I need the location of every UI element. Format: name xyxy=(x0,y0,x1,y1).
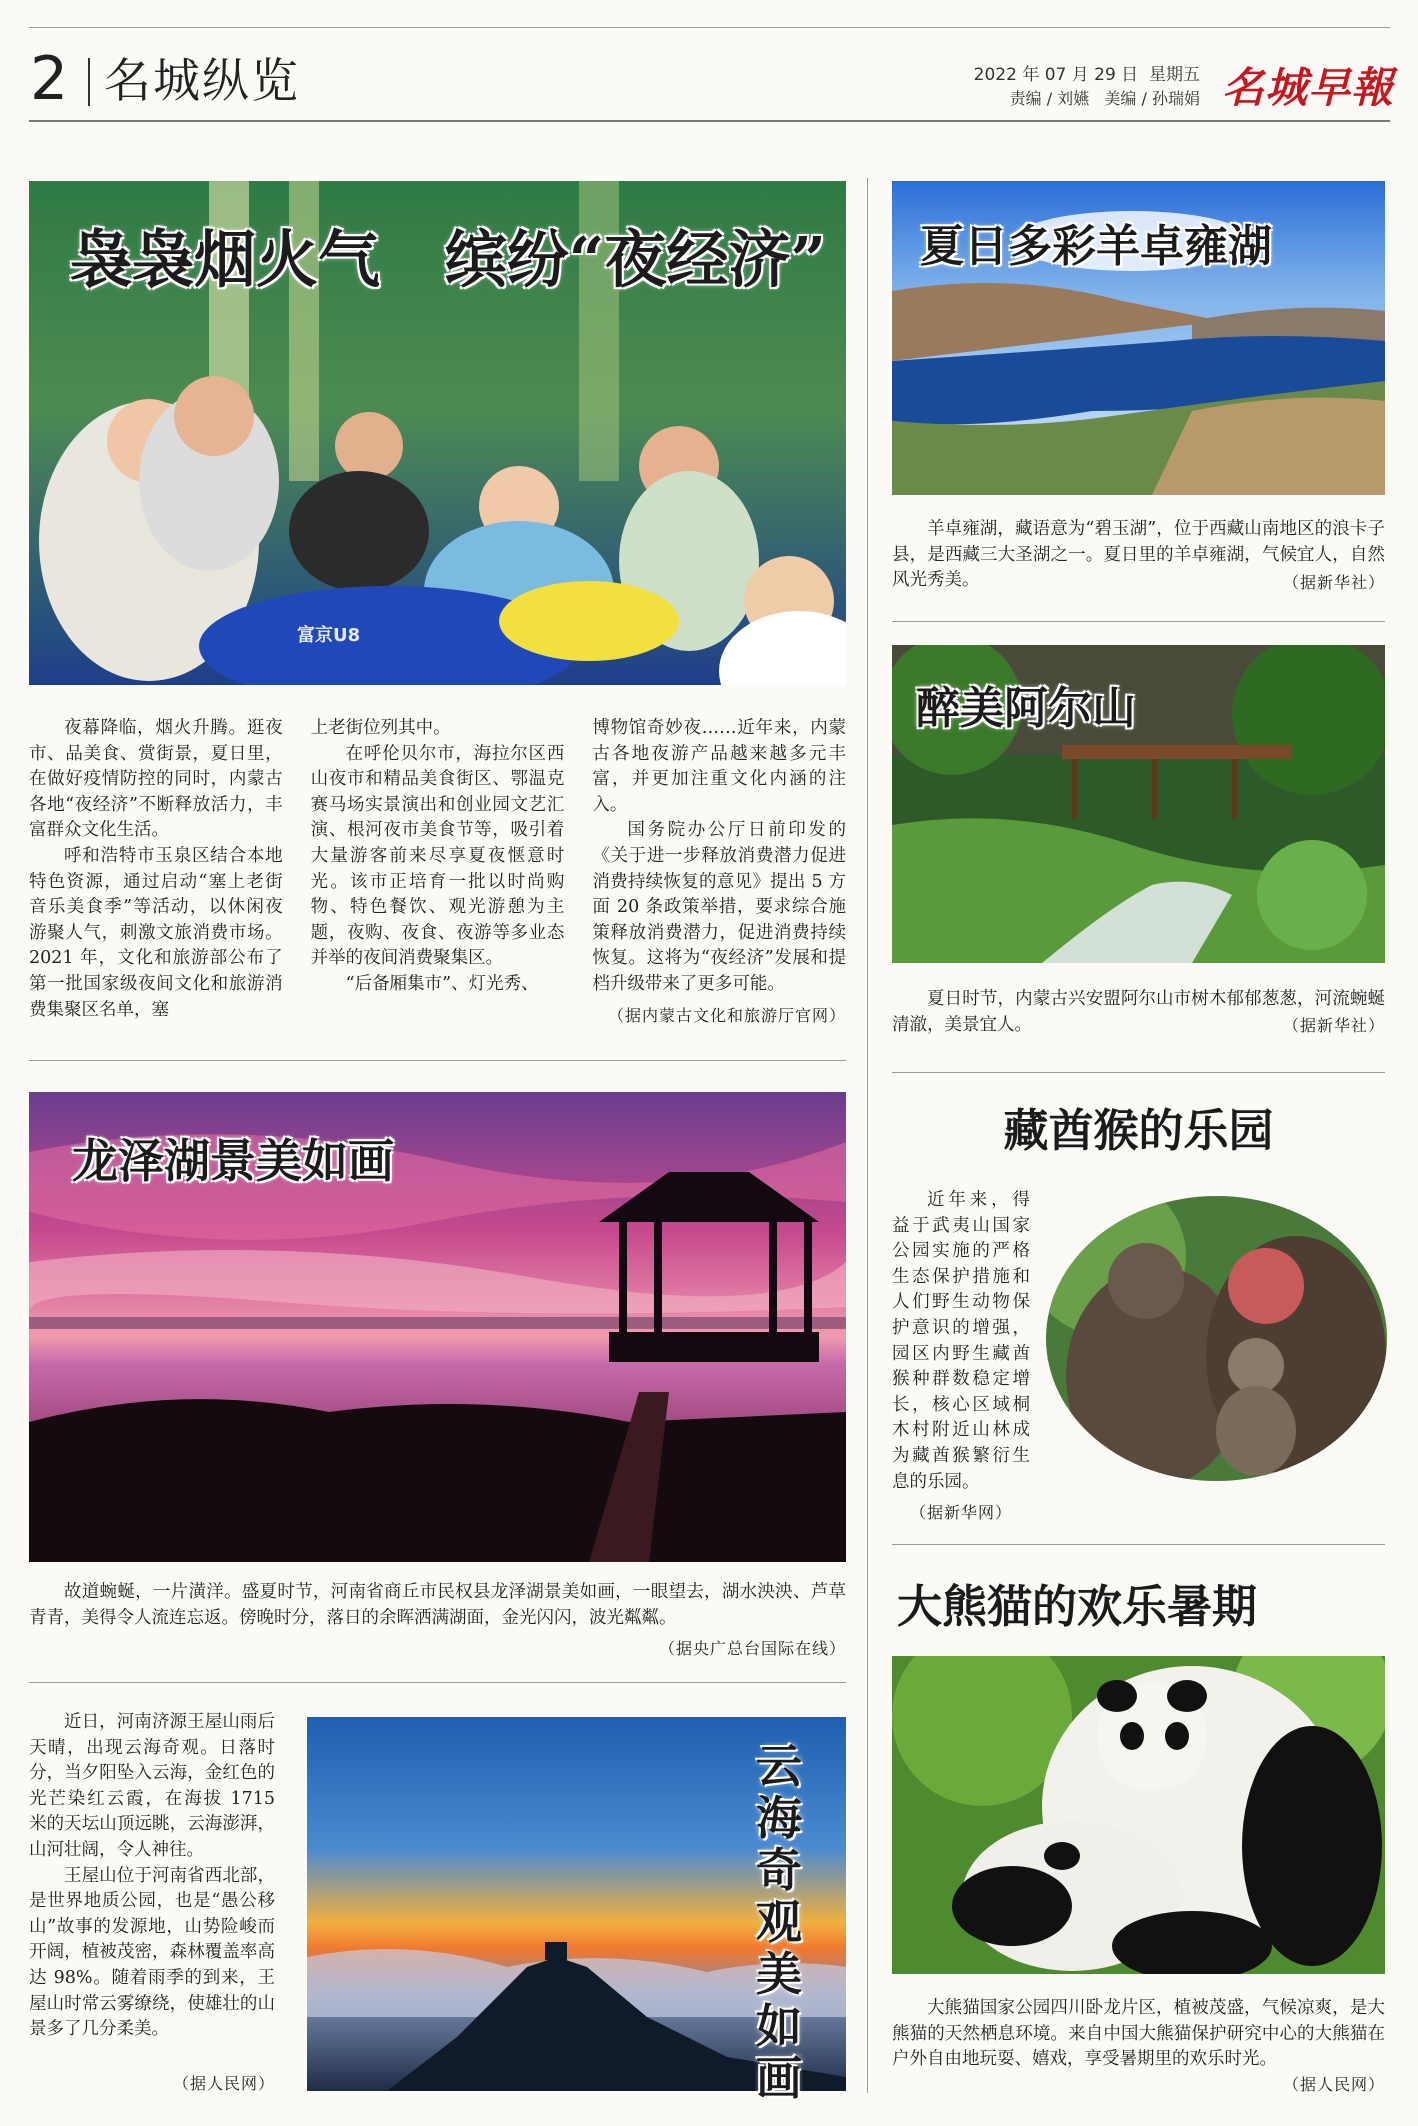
page-number: 2 xyxy=(30,44,69,114)
headline-sea-of-clouds: 云海奇观美如画 xyxy=(756,1739,802,2105)
source-yamdrok: （据新华社） xyxy=(1282,573,1385,592)
source-longze-lake: （据央广总台国际在线） xyxy=(658,1639,846,1658)
headline-longze-lake: 龙泽湖景美如画 xyxy=(72,1134,394,1188)
night-economy-col3 xyxy=(592,716,846,1023)
paragraph: 王屋山位于河南省西北部，是世界地质公园，也是“愚公移山”故事的发源地，山势险峻而开阔，植被茂密，森林覆盖率高达 98%。随着雨季的到来，王屋山时常云雾缭绕，使雄壮的山景多了几分柔美。 xyxy=(29,1865,275,2040)
headline-yamdrok: 夏日多彩羊卓雍湖 xyxy=(920,221,1272,272)
paragraph: 博物馆奇妙夜……近年来，内蒙古各地夜游产品越来越多元丰富，并更加注重文化内涵的注入。 xyxy=(592,718,847,815)
paragraph: 夜幕降临，烟火升腾。逛夜市、品美食、赏街景，夏日里，在做好疫情防控的同时，内蒙古各地“夜经济”不断释放活力，丰富群众文化生活。 xyxy=(29,718,283,841)
issue-date: 2022 年 07 月 29 日 星期五 xyxy=(973,65,1200,85)
column-divider xyxy=(867,178,868,2093)
section-title: 名城纵览 xyxy=(104,54,300,109)
sea-of-clouds-text xyxy=(29,1710,275,2043)
panda-photo xyxy=(892,1656,1385,1974)
macaque-photo xyxy=(1046,1196,1387,1481)
chair-logo: 富京U8 xyxy=(297,625,361,646)
paragraph: “后备厢集市”、灯光秀、 xyxy=(345,973,539,994)
headline-arxan: 醉美阿尔山 xyxy=(916,683,1136,734)
caption-arxan: 夏日时节，内蒙古兴安盟阿尔山市树木郁郁葱葱，河流蜿蜒清澈，美景宜人。 xyxy=(892,989,1385,1035)
source-panda: （据人民网） xyxy=(1282,2075,1385,2094)
caption-yamdrok: 羊卓雍湖，藏语意为“碧玉湖”，位于西藏山南地区的浪卡子县，是西藏三大圣湖之一。夏日里的羊卓雍湖，气候宜人，自然风光秀美。 xyxy=(892,519,1385,591)
night-economy-col2 xyxy=(311,716,565,1023)
paper-logo: 名城早報 xyxy=(1222,63,1395,112)
paragraph: 国务院办公厅日前印发的《关于进一步释放消费潜力促进消费持续恢复的意见》提出 5 方面 20 条政策举措，要求综合施策释放消费潜力，促进消费持续恢复。这将为“夜经济”发展和提档升级带来了更多可能。 xyxy=(592,820,847,994)
paragraph: 呼和浩特市玉泉区结合本地特色资源，通过启动“塞上老街音乐美食季”等活动，以休闲夜游聚人气，刺激文旅消费市场。2021 年，文化和旅游部公布了第一批国家级夜间文化和旅游消费集聚区名单，塞 xyxy=(29,845,283,1020)
headline-night-economy: 袅袅烟火气 缤纷“夜经济” xyxy=(70,223,827,296)
paragraph: 上老街位列其中。 xyxy=(310,718,451,738)
headline-panda: 大熊猫的欢乐暑期 xyxy=(897,1580,1258,1633)
macaque-body: 近年来，得益于武夷山国家公园实施的严格生态保护措施和人们野生动物保护意识的增强，园区内野生藏酋猴种群数稳定增长，核心区域桐木村附近山林成为藏酋猴繁衍生息的乐园。 xyxy=(892,1190,1030,1492)
caption-panda: 大熊猫国家公园四川卧龙片区，植被茂盛，气候凉爽，是大熊猫的天然栖息环境。来自中国大熊猫保护研究中心的大熊猫在户外自由地玩耍、嬉戏，享受暑期里的欢乐时光。 xyxy=(892,1998,1385,2070)
paragraph: 近日，河南济源王屋山雨后天晴，出现云海奇观。日落时分，当夕阳坠入云海，金红色的光芒染红云霞，在海拔 1715 米的天坛山顶远眺，云海澎湃，山河壮阔，令人神往。 xyxy=(29,1712,275,1860)
caption-longze-lake: 故道蜿蜒，一片潢洋。盛夏时节，河南省商丘市民权县龙泽湖景美如画，一眼望去，湖水泱泱、芦草青青，美得令人流连忘返。傍晚时分，落日的余晖洒满湖面，金光闪闪，波光粼粼。 xyxy=(29,1582,846,1628)
source-macaque: （据新华网） xyxy=(909,1503,1012,1522)
paragraph: 在呼伦贝尔市，海拉尔区西山夜市和精品美食街区、鄂温克赛马场实景演出和创业园文艺汇演、根河夜市美食节等，吸引着大量游客前来尽享夏夜惬意时光。该市正培育一批以时尚购物、特色餐饮、观光游憩为主题，夜购、夜食、夜游等多业态并举的夜间消费聚集区。 xyxy=(310,743,565,969)
night-economy-col1 xyxy=(29,716,283,1023)
source-arxan: （据新华社） xyxy=(1282,1016,1385,1035)
headline-macaque: 藏酋猴的乐园 xyxy=(1003,1104,1274,1157)
editor-credits: 责编 / 刘嬿 美编 / 孙瑞娟 xyxy=(1009,89,1200,108)
source-night-economy: （据内蒙古文化和旅游厅官网） xyxy=(607,1006,846,1025)
source-sea-of-clouds: （据人民网） xyxy=(172,2074,275,2093)
